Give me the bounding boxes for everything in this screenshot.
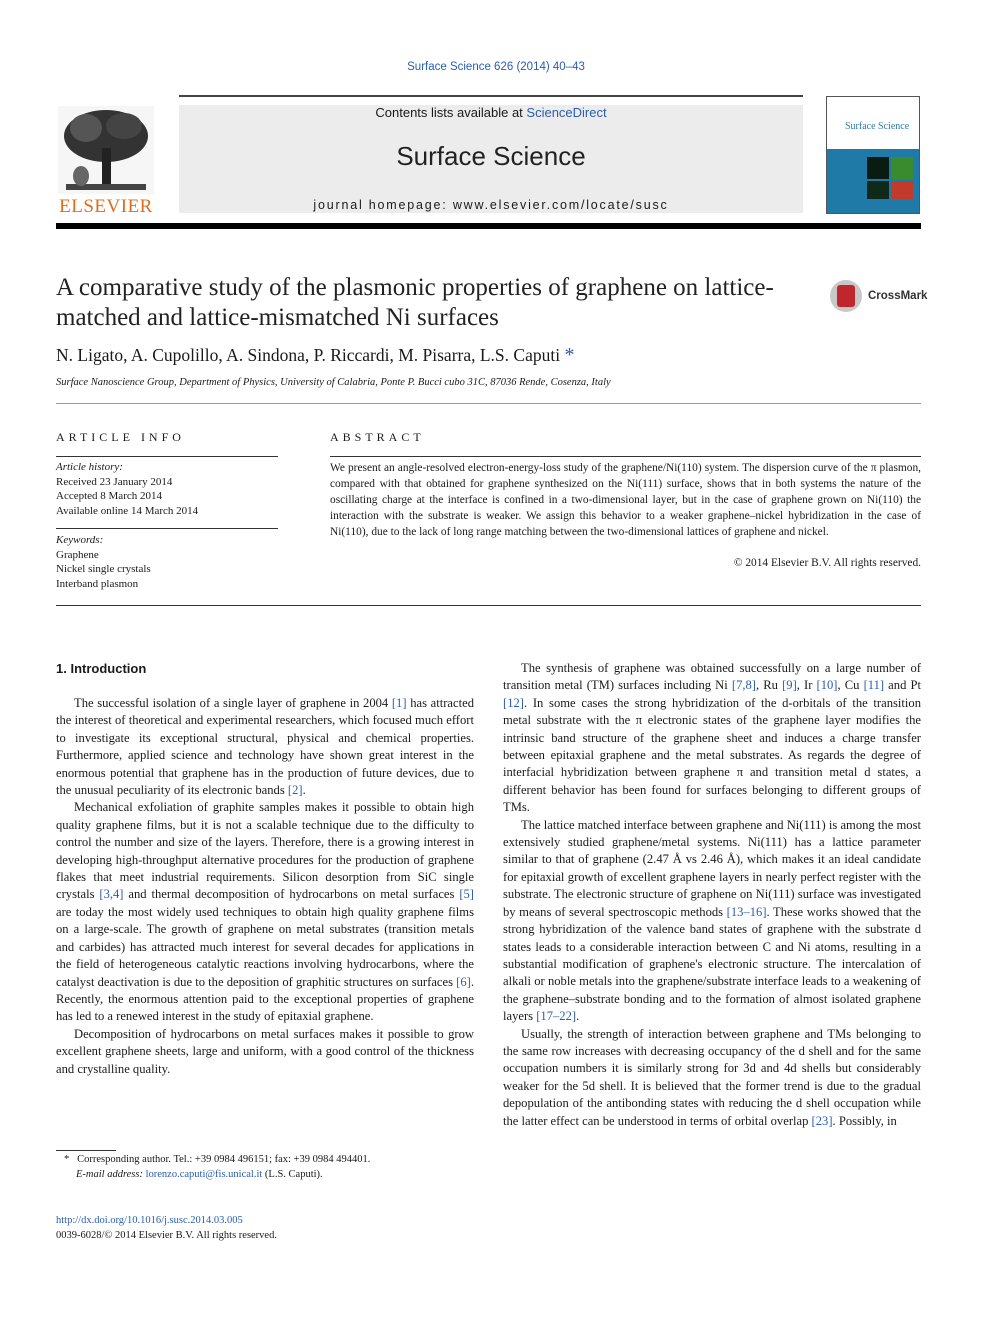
crossmark-badge[interactable] [830, 280, 940, 316]
body-text: The successful isolation of a single layer of graphene in 2004 [74, 696, 392, 710]
citation-link[interactable]: [12] [503, 695, 524, 710]
article-title: A comparative study of the plasmonic properties of graphene on lattice-matched and lattice-mismatched Ni surfaces [56, 274, 774, 331]
body-text: are today the most widely used techniques to obtain high quality graphene films on a large-scale. The growth of graphene on metal substrates (transition metals and carbides) has attracted much interest for several decades for applications in the field of heterogeneous catalytic reactions involving hydrocarbons, where the catalyst deactivation is due to the deposition of graphitic structures on surfaces [56, 904, 474, 989]
cover-image [891, 157, 913, 179]
body-paragraph [56, 695, 474, 799]
citation-link[interactable]: [1] [391, 696, 407, 710]
contents-line [179, 105, 803, 120]
journal-citation-link[interactable]: Surface Science 626 (2014) 40–43 [407, 61, 585, 73]
history-label: Article history: [56, 461, 123, 473]
body-text: Mechanical exfoliation of graphite samples makes it possible to obtain high quality graphene films, but it is not a scalable technique due to the difficulty to control the number and size of the layers. Therefore, there is a growing interest in developing high-throughput alternative procedures for the production of graphene flakes that meet industrial requirements. Silicon desorption from SiC single crystals [56, 800, 474, 902]
divider [56, 605, 330, 606]
abstract-text: We present an angle-resolved electron-energy-loss study of the graphene/Ni(110) system. The dispersion curve of the π plasmon, compared with that obtained for graphene synthesized on the Ni(111) surface, shows that in both systems the nature of the oscillating charge at the interface is confined in a two-dimensional layer, but in the case of graphene grown on Ni(110) the interaction with the substrate is weaker. We assign this behavior to a weaker graphene–nickel hybridization in the case of Ni(110), due to the lack of long range matching between the two-dimensional lattices of graphene and nickel. [330, 462, 921, 538]
body-paragraph [503, 660, 921, 817]
header-rule [56, 223, 921, 229]
footnote-divider [56, 1150, 116, 1151]
body-text: . Possibly, in [832, 1113, 897, 1128]
section-heading-introduction: 1. Introduction [56, 661, 147, 676]
body-paragraph [56, 1026, 474, 1078]
article-history [56, 460, 278, 518]
email-link[interactable]: lorenzo.caputi@fis.unical.it [145, 1168, 263, 1180]
citation-link[interactable]: [9] [782, 678, 797, 693]
body-text: . Recently, the enormous attention paid to the exceptional properties of graphene has led to a renewed interest in the study of epitaxial graphene. [56, 974, 474, 1024]
body-text: . These works showed that the strong hybridization of the valence band states of graphene with the substrate d states leads to a considerable interaction between C and Ni atoms, resulting in a substantial modification of graphene's electronic structure. The intercalation of alkali or noble metals into the graphene/substrate interface leads to a weakening of the graphene–substrate bonding and to the formation of almost isolated graphene layers [503, 904, 922, 1024]
citation-link[interactable]: [5] [459, 887, 474, 902]
divider [330, 605, 921, 606]
header-divider [179, 95, 803, 97]
keyword: Graphene [56, 548, 99, 561]
accepted-date: Accepted 8 March 2014 [56, 490, 162, 502]
doi-link[interactable]: http://dx.doi.org/10.1016/j.susc.2014.03.005 [56, 1215, 243, 1226]
citation-link[interactable]: [2] [287, 783, 303, 798]
email-label: E-mail address: [76, 1168, 143, 1180]
right-column [503, 660, 921, 1130]
body-text: Usually, the strength of interaction between graphene and TMs belonging to the same row increases with decreasing occupancy of the d shell and for the same occupation numbers it is similarly strong for 3d and 4d shells but considerably weaker for the 5d shell. It is believed that the former trend is due to the gradual depopulation of the antibonding states with reducing the d shell occupation while the latter effect can be understood in terms of orbital overlap [503, 1026, 921, 1128]
received-date: Received 23 January 2014 [56, 475, 173, 488]
left-column [56, 695, 474, 1078]
corresponding-text: Corresponding author. Tel.: +39 0984 496151; fax: +39 0984 494401. [77, 1154, 371, 1165]
cover-image [867, 181, 889, 199]
body-text: has attracted the interest of theoretical and experimental researchers, which focused much effort to investigate its exceptional structural, physical and chemical properties. Furthermore, applied science and technology have shown great interest in the enormous potential that graphene has in the production of future devices, due to the unusual peculiarity of its electronic bands [56, 696, 474, 798]
affiliation: Surface Nanoscience Group, Department of Physics, University of Calabria, Ponte P. Bucci cubo 31C, 87036 Rende, Cosenza, Italy [56, 377, 611, 388]
citation-link[interactable]: [11] [863, 678, 885, 693]
email-note [56, 1168, 474, 1183]
divider [330, 456, 921, 457]
crossmark-label: CrossMark [868, 290, 928, 302]
body-text: The synthesis of graphene was obtained successfully on a large number of transition metal (TM) surfaces including Ni [503, 661, 921, 693]
journal-title[interactable]: Surface Science [396, 141, 586, 171]
divider [56, 456, 278, 457]
body-paragraph [503, 1026, 921, 1130]
keyword: Nickel single crystals [56, 563, 151, 575]
online-date: Available online 14 March 2014 [56, 504, 199, 517]
abstract-copyright: © 2014 Elsevier B.V. All rights reserved. [733, 557, 921, 569]
citation-link[interactable]: [17–22] [536, 1009, 577, 1024]
corresponding-author-mark[interactable]: * [564, 344, 575, 366]
footnotes [56, 1153, 474, 1182]
keywords-block [56, 533, 278, 591]
publisher-wordmark: ELSEVIER [59, 196, 153, 217]
body-paragraph [56, 799, 474, 1025]
email-suffix: (L.S. Caputi). [262, 1168, 323, 1180]
issn-line: 0039-6028/© 2014 Elsevier B.V. All rights reserved. [56, 1229, 277, 1241]
body-text: , Ru [756, 678, 783, 693]
authors-text: N. Ligato, A. Cupolillo, A. Sindona, P. Riccardi, M. Pisarra, L.S. Caputi [56, 345, 561, 365]
citation-link[interactable]: [13–16] [726, 904, 767, 919]
doi-block [56, 1214, 474, 1243]
cover-image [867, 157, 889, 179]
crossmark-icon [830, 280, 862, 312]
body-text: and thermal decomposition of hydrocarbons on metal surfaces [123, 887, 460, 902]
footnote-mark: * [64, 1154, 70, 1165]
divider [56, 528, 278, 529]
body-text: . [302, 783, 306, 798]
citation-link[interactable]: [7,8] [731, 678, 757, 693]
body-paragraph [503, 817, 921, 1026]
body-text: . In some cases the strong hybridization of the d-orbitals of the transition metal substrate with the π electronic states of the graphene layer modifies the intrinsic band structure of the graphene sheet and induces a charge transfer between epitaxial graphene and the metal substrates. As regards the degree of interfacial hybridization between graphene π and transition metal d states, a different behavior has been found for surfaces belonging to different groups of TMs. [503, 695, 921, 815]
body-text: , Cu [837, 678, 864, 693]
body-text: and Pt [884, 678, 921, 693]
body-text: The lattice matched interface between graphene and Ni(111) is among the most extensively studied graphene/metal systems. Ni(111) has a lattice parameter similar to that of graphene (2.47 Å vs 2.46 Å), which makes it an ideal candidate for epitaxial growth of excellent graphene layers in nearly perfect register with the substrate. The electronic structure of graphene on Ni(111) surface was investigated by means of several spectroscopic methods [503, 817, 921, 919]
sciencedirect-link[interactable]: ScienceDirect [526, 105, 607, 120]
journal-homepage[interactable]: journal homepage: www.elsevier.com/locate/susc [313, 198, 669, 212]
cover-title: Surface Science [845, 121, 910, 132]
elsevier-logo[interactable] [56, 104, 156, 216]
cover-image [891, 181, 913, 199]
citation-link[interactable]: [10] [816, 678, 838, 693]
author-list [56, 344, 916, 367]
citation-link[interactable]: [23] [811, 1113, 833, 1128]
keyword: Interband plasmon [56, 577, 139, 590]
body-text: . [576, 1009, 580, 1024]
citation-link[interactable]: [6] [456, 974, 471, 989]
abstract-heading: ABSTRACT [330, 430, 425, 444]
body-text: Decomposition of hydrocarbons on metal surfaces makes it possible to grow excellent graphene sheets, large and uniform, with a good control of the thickness and crystalline quality. [56, 1026, 474, 1076]
keywords-label: Keywords: [56, 534, 104, 546]
elsevier-tree-icon [56, 104, 156, 196]
body-text: , Ir [796, 678, 817, 693]
journal-cover-thumbnail[interactable] [826, 96, 920, 214]
contents-prefix: Contents lists available at [375, 105, 527, 120]
corresponding-author-note [56, 1153, 474, 1168]
citation-link[interactable]: [3,4] [99, 887, 124, 902]
article-info-heading: ARTICLE INFO [56, 430, 185, 444]
divider [56, 403, 921, 404]
